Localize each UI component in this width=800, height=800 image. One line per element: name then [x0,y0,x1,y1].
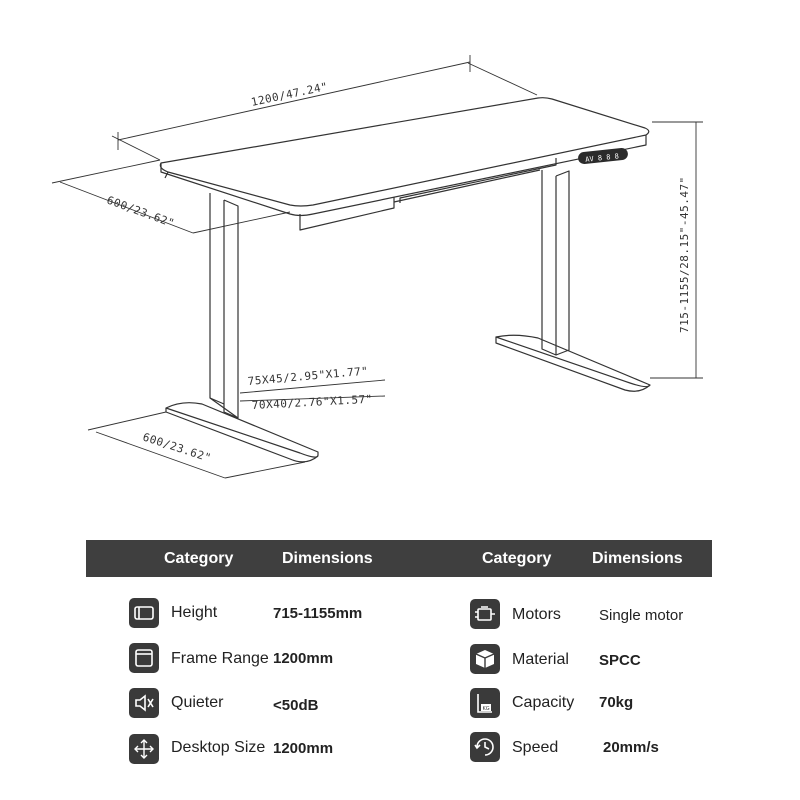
dim-upper-column: 75X45/2.95"X1.77" [247,364,369,388]
dimension-value: 1200mm [273,740,334,757]
header-dimensions-right: Dimensions [592,550,683,567]
category-label: Height [171,604,218,621]
dimension-value: 20mm/s [603,739,659,756]
material-icon [470,644,500,674]
category-label: Capacity [512,694,575,711]
spec-table-header [86,540,712,577]
header-category-left: Category [164,550,234,567]
left-leg [210,193,224,404]
dim-lower-column: 70X40/2.76"X1.57" [251,392,374,412]
dimension-value: 715-1155mm [273,605,363,622]
height-icon [129,598,159,628]
category-label: Desktop Size [171,739,266,756]
desktop-front-edge [161,135,646,216]
svg-text:KG: KG [482,706,490,712]
desktop-top [160,98,648,206]
desktop-size-icon [129,734,159,764]
header-category-right: Category [482,550,552,567]
frame-range-icon [129,643,159,673]
controller-panel [578,147,629,164]
controller-label: AV 8 8 8 [584,152,620,164]
category-label: Material [512,651,569,668]
motor-icon [470,599,500,629]
dimension-value: <50dB [273,697,319,714]
dim-depth-top: 600/23.62" [104,193,177,231]
dim-height: 715-1155/28.15"-45.47" [678,176,691,333]
dim-depth-base: 600/23.62" [141,430,213,465]
dim-length: 1200/47.24" [249,79,330,109]
dimension-value: Single motor [599,607,684,624]
quieter-icon [129,688,159,718]
right-leg [542,170,556,355]
right-foot [496,335,650,386]
category-label: Speed [512,739,559,756]
dimension-value: 1200mm [273,650,334,667]
header-dimensions-left: Dimensions [282,550,373,567]
capacity-icon [470,688,500,718]
category-label: Motors [512,606,561,623]
category-label: Frame Range [171,650,269,667]
dimension-value: 70kg [599,694,634,711]
dimension-value: SPCC [599,652,641,669]
category-label: Quieter [171,694,224,711]
speed-icon [470,732,500,762]
